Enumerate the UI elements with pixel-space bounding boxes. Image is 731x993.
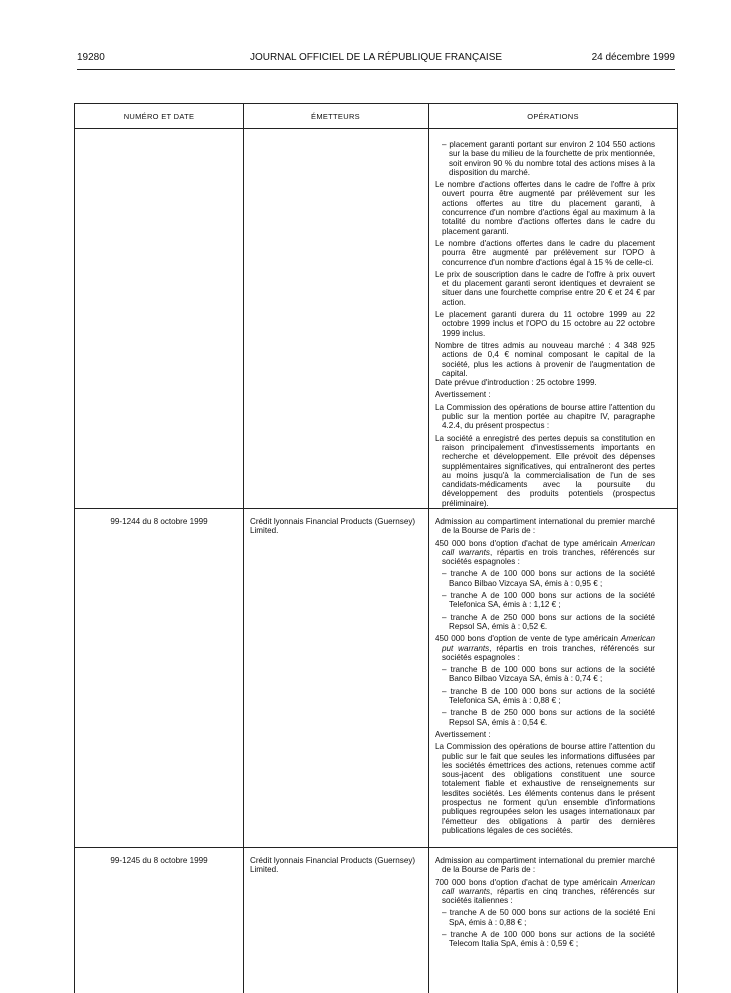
operation-paragraph: Le nombre d'actions offertes dans le cadre du placement pourra être augmenté par prélèvement sur l'OPO à concurrence d'un nombre d'actions égal à 15 % de celle-ci. — [435, 238, 655, 267]
operation-paragraph: Date prévue d'introduction : 25 octobre 1999. — [435, 378, 597, 388]
row2-operations — [435, 517, 655, 838]
row2-number-date: 99-1244 du 8 octobre 1999 — [110, 517, 208, 526]
call-warrants-paragraph: 700 000 bons d'option d'achat de type américain American call warrants, répartis en cinq tranches, référencés sur sociétés italiennes : — [435, 877, 655, 906]
column-divider — [243, 104, 244, 993]
operation-paragraph: Le prix de souscription dans le cadre de l'offre à prix ouvert et du placement garanti seront identiques et devraient se situer dans une fourchette comprise entre 20 € et 24 € par action. — [435, 269, 655, 307]
column-divider — [428, 104, 429, 993]
page-number: 19280 — [77, 52, 105, 63]
warning-title: Avertissement : — [435, 390, 491, 400]
operation-intro: Admission au compartiment international du premier marché de la Bourse de Paris de : — [435, 856, 655, 875]
table-header — [75, 104, 677, 129]
tranche-item: – tranche A de 50 000 bons sur actions de la société Eni SpA, émis à : 0,88 € ; — [442, 908, 655, 927]
issue-date: 24 décembre 1999 — [591, 52, 675, 63]
row3-operations — [435, 856, 655, 952]
operation-paragraph: – placement garanti portant sur environ 2 104 550 actions sur la base du milieu de la fourchette de prix mentionnée, soit environ 90 % du nombre total des actions mises à la disposition du marché. — [442, 140, 655, 177]
warning-title: Avertissement : — [435, 729, 491, 739]
tranche-item: – tranche A de 100 000 bons sur actions de la société Telecom Italia SpA, émis à : 0,59 € ; — [442, 930, 655, 949]
tranche-item: – tranche B de 100 000 bons sur actions de la société Banco Bilbao Vizcaya SA, émis à : 0,74 € ; — [442, 665, 655, 684]
tranche-item: – tranche A de 100 000 bons sur actions de la société Banco Bilbao Vizcaya SA, émis à : 0,95 € ; — [442, 569, 655, 588]
call-warrants-paragraph: 450 000 bons d'option d'achat de type américain American call warrants, répartis en trois tranches, référencés sur sociétés espagnoles : — [435, 538, 655, 567]
operation-paragraph: La Commission des opérations de bourse attire l'attention du public sur la mention portée au chapitre IV, paragraphe 4.2.4, du présent prospectus : — [435, 402, 655, 431]
tranche-item: – tranche B de 100 000 bons sur actions de la société Telefonica SA, émis à : 0,88 € ; — [442, 686, 655, 706]
operation-paragraph: La société a enregistré des pertes depuis sa constitution en raison principalement d'investissements importants en recherche et développement. Elle prévoit des dépenses supplémentaires significatives, qui entraîneront des pertes au moins jusqu'à la commercialisation de l'un de ses candidats-médicaments avec la poursuite du développement des produits potentiels (prospectus préliminaire). — [435, 433, 655, 508]
row-separator — [75, 508, 677, 509]
put-warrants-paragraph: 450 000 bons d'option de vente de type américain American put warrants, répartis en trois tranches, référencés sur sociétés espagnoles : — [435, 634, 655, 662]
operations-table — [74, 103, 678, 993]
column-header-numero: NUMÉRO ET DATE — [123, 112, 195, 121]
row3-number-date: 99-1245 du 8 octobre 1999 — [110, 856, 208, 865]
page-header — [77, 52, 675, 68]
journal-title: JOURNAL OFFICIEL DE LA RÉPUBLIQUE FRANÇAISE — [249, 52, 503, 63]
row2-issuer: Crédit lyonnais Financial Products (Guernsey) Limited. — [250, 517, 416, 536]
row-separator — [75, 847, 677, 848]
tranche-item: – tranche B de 250 000 bons sur actions de la société Repsol SA, émis à : 0,54 €. — [442, 708, 655, 727]
warning-paragraph: La Commission des opérations de bourse attire l'attention du public sur le fait que seules les informations diffusées par les sociétés émettrices des actions, retenues comme actif sous-jacent des obligations constituent une source totalement fiable et exhaustive de renseignements sur lesdites sociétés. Les éléments contenus dans le présent prospectus ne forment qu'un ensemble d'informations publiques regroupées selon les usages internationaux par l'émetteur des obligations à partir des dernières publications légales de ces sociétés. — [435, 742, 655, 835]
column-header-emetteurs: ÉMETTEURS — [311, 112, 360, 121]
column-header-operations: OPÉRATIONS — [527, 112, 579, 121]
tranche-item: – tranche A de 100 000 bons sur actions de la société Telefonica SA, émis à : 1,12 € ; — [442, 591, 655, 610]
operation-paragraph: Nombre de titres admis au nouveau marché : 4 348 925 actions de 0,4 € nominal composant le capital de la société, plus les actions à provenir de l'augmentation de capital. — [435, 340, 655, 378]
tranche-item: – tranche A de 250 000 bons sur actions de la société Repsol SA, émis à : 0,52 €. — [442, 612, 655, 631]
operation-intro: Admission au compartiment international du premier marché de la Bourse de Paris de : — [435, 517, 655, 536]
row1-operations — [435, 140, 655, 511]
header-rule — [77, 69, 675, 70]
operation-paragraph: Le placement garanti durera du 11 octobre 1999 au 22 octobre 1999 inclus et l'OPO du 15 octobre au 22 octobre 1999 inclus. — [435, 310, 655, 338]
operation-paragraph: Le nombre d'actions offertes dans le cadre de l'offre à prix ouvert pourra être augmenté par prélèvement sur les actions offertes au titre du placement garanti, à concurrence d'un nombre d'actions égal au maximum à la totalité du nombre d'actions offertes dans le cadre du placement garanti. — [435, 180, 655, 236]
row3-issuer: Crédit lyonnais Financial Products (Guernsey) Limited. — [250, 856, 416, 875]
